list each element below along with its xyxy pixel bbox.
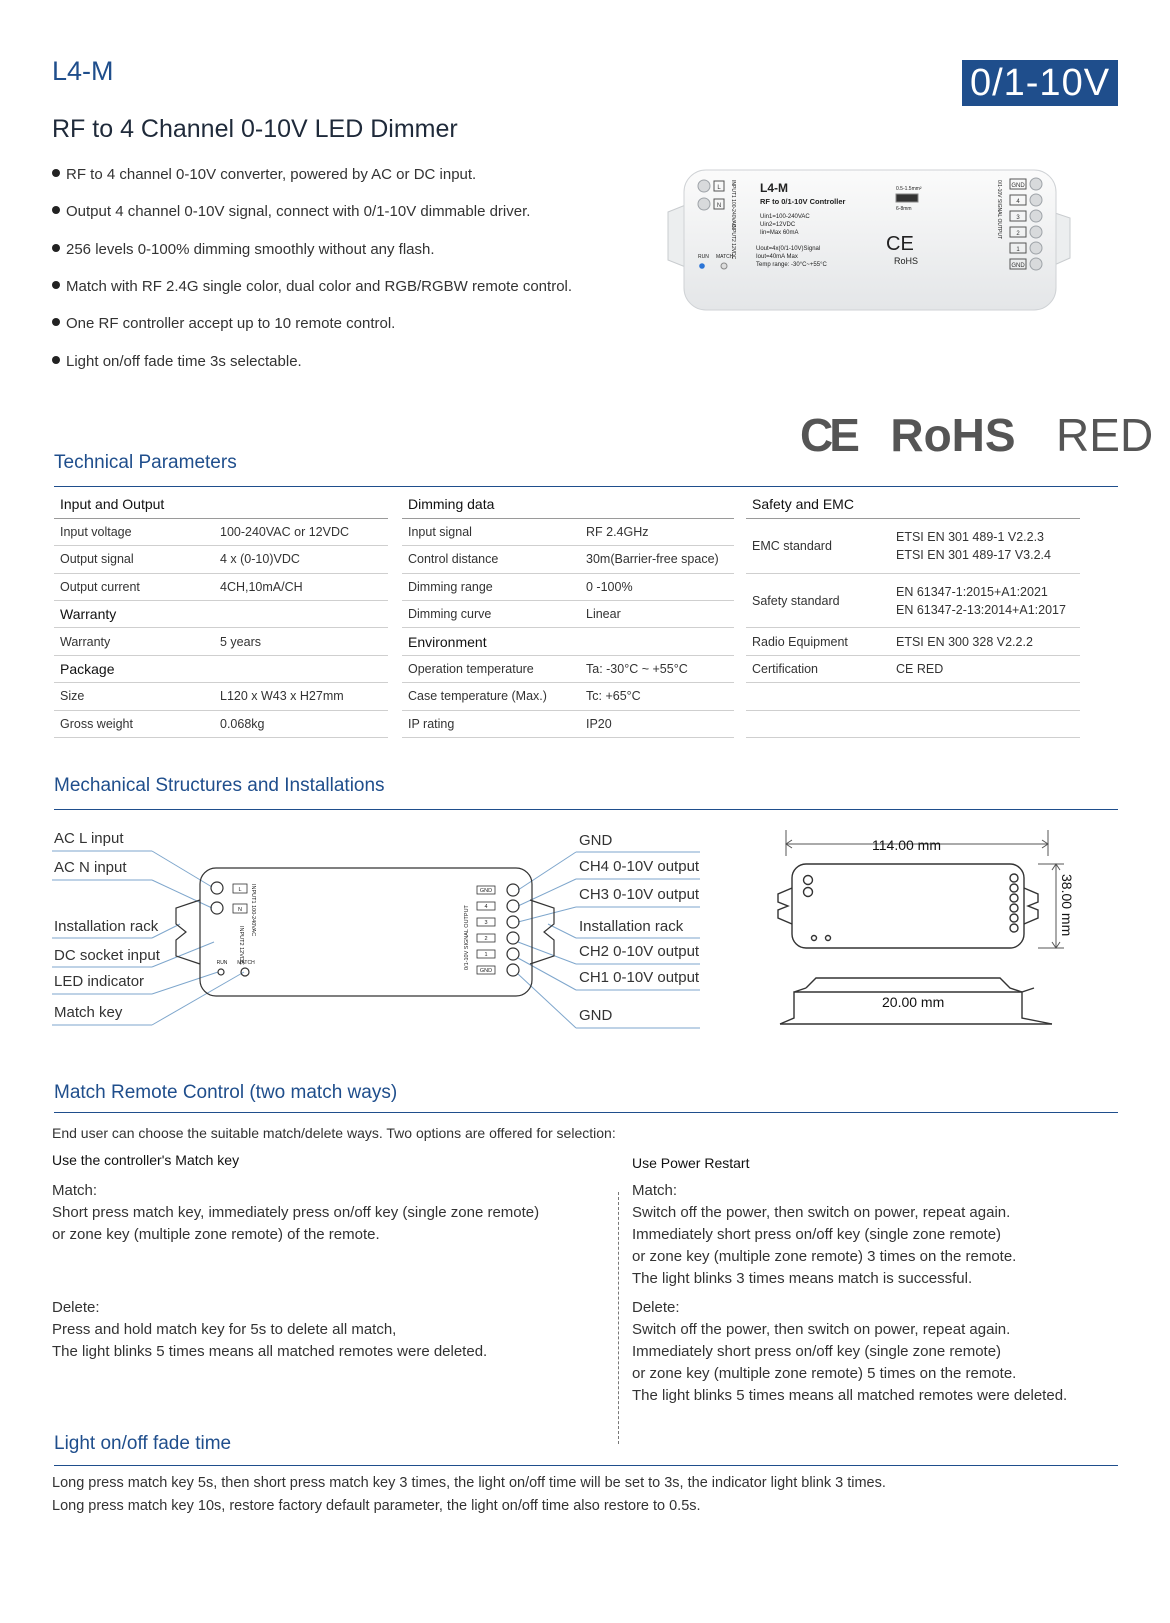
- feature-item: RF to 4 channel 0-10V converter, powered by AC or DC input.: [52, 166, 476, 183]
- rohs-logo: RoHS: [890, 409, 1016, 461]
- table-row: Case temperature (Max.) Tc: +65°C: [402, 683, 734, 710]
- label-match-key: Match key: [54, 1004, 123, 1021]
- section-divider: [54, 486, 1118, 487]
- table-row: Operation temperature Ta: -30°C ~ +55°C: [402, 655, 734, 682]
- diagram-terminal-l: L: [238, 887, 242, 893]
- label-ch3: CH3 0-10V output: [579, 886, 700, 903]
- label-temp: Temp range: -30°C~+55°C: [756, 262, 827, 268]
- table-row: Warranty 5 years: [54, 628, 388, 655]
- label-rohs: RoHS: [894, 256, 919, 266]
- section-title-mech: Mechanical Structures and Installations: [54, 775, 385, 796]
- label-ch4: CH4 0-10V output: [579, 858, 700, 875]
- table-row: Input signal RF 2.4GHz: [402, 518, 734, 545]
- table-row: Radio Equipment ETSI EN 300 328 V2.2.2: [746, 628, 1080, 655]
- label-iout: Iout=40mA Max: [756, 254, 798, 260]
- section-title-match: Match Remote Control (two match ways): [54, 1082, 398, 1103]
- signal-badge: 0/1-10V: [962, 60, 1118, 106]
- label-uout: Uout=4x(0/1-10V)Signal: [756, 246, 821, 252]
- table-row: [746, 683, 1080, 710]
- label-run: RUN: [698, 254, 709, 260]
- section-title-tech: Technical Parameters: [54, 452, 237, 473]
- label-uin1: Uin1=100-240VAC: [760, 214, 810, 220]
- fade-line: Long press match key 5s, then short press match key 3 times, the light on/off time will be set to 3s, the indicator light blink 3 times.: [52, 1475, 886, 1491]
- wiring-diagram: [40, 820, 740, 1040]
- diagram-terminal-n: N: [238, 907, 242, 913]
- diagram-run: RUN: [216, 960, 228, 966]
- label-ch2: CH2 0-10V output: [579, 943, 700, 960]
- label-ce-mark: CE: [886, 233, 914, 255]
- table-subheader-row: Environment: [402, 628, 734, 655]
- diagram-terminal-4: 4: [484, 904, 488, 910]
- bullet-icon: [52, 206, 60, 214]
- table-subheader-row: Package: [54, 655, 388, 682]
- label-side: 0/1-10V SIGNAL OUTPUT: [996, 180, 1002, 239]
- dim-height: 38.00 mm: [1059, 874, 1075, 937]
- table-row: Control distance 30m(Barrier-free space): [402, 546, 734, 573]
- bullet-icon: [52, 281, 60, 289]
- section-divider: [54, 1112, 1118, 1113]
- right-method-title: Use Power Restart: [632, 1155, 750, 1171]
- terminal-gnd: GND: [1011, 263, 1025, 269]
- terminal-1: 1: [1016, 247, 1020, 253]
- bullet-icon: [52, 318, 60, 326]
- right-match-block: Match: Switch off the power, then switch on power, repeat again. Immediately short press on/off key (single zone remote) or zone key (multiple zone remote) 3 times on the remote. The light blinks 3 times means match is successful.: [632, 1182, 1017, 1287]
- label-gnd-bottom: GND: [579, 1007, 613, 1024]
- label-ch1: CH1 0-10V output: [579, 969, 700, 986]
- table-dimming: [402, 491, 734, 738]
- model-title: L4-M: [52, 56, 114, 86]
- terminal-n: N: [716, 203, 722, 209]
- table-row: Dimming range 0 -100%: [402, 573, 734, 600]
- cert-logos: [800, 408, 1154, 461]
- section-divider: [54, 1465, 1118, 1466]
- fade-line: Long press match key 10s, restore factory default parameter, the light on/off time also restore to 0.5s.: [52, 1498, 701, 1514]
- table-row: EMC standard ETSI EN 301 489-1 V2.2.3 ETSI EN 301 489-17 V3.2.4: [746, 518, 1080, 573]
- diagram-terminal-2: 2: [484, 936, 488, 942]
- diagram-terminal-1: 1: [484, 952, 488, 958]
- right-delete-block: Delete: Switch off the power, then switch on power, repeat again. Immediately short press on/off key (single zone remote) or zone key (multiple zone remote) 5 times on the remote. The light blinks 5 times means all matched remotes were deleted.: [632, 1299, 1068, 1404]
- table-row: Safety standard EN 61347-1:2015+A1:2021 EN 61347-2-13:2014+A1:2017: [746, 573, 1080, 628]
- left-method-title: Use the controller's Match key: [52, 1152, 240, 1168]
- feature-item: Output 4 channel 0-10V signal, connect with 0/1-10V dimmable driver.: [52, 203, 530, 220]
- table-row: Dimming curve Linear: [402, 601, 734, 628]
- label-iin: Iin=Max 60mA: [760, 230, 799, 236]
- table-row: Gross weight 0.068kg: [54, 710, 388, 737]
- table-header-row: Dimming data: [402, 491, 734, 518]
- label-rack-left: Installation rack: [54, 918, 159, 935]
- left-delete-block: Delete: Press and hold match key for 5s to delete all match, The light blinks 5 times means all matched remotes were deleted.: [52, 1299, 488, 1360]
- label-wire2: 6-8mm: [896, 206, 912, 212]
- feature-item: One RF controller accept up to 10 remote control.: [52, 315, 395, 332]
- diagram-match: MATCH: [237, 960, 255, 966]
- section-title-fade: Light on/off fade time: [54, 1433, 232, 1454]
- table-row: Output signal 4 x (0-10)VDC: [54, 546, 388, 573]
- diagram-terminal-3: 3: [484, 920, 488, 926]
- table-header-row: Input and Output: [54, 491, 388, 518]
- table-row: Certification CE RED: [746, 655, 1080, 682]
- label-input2: INPUT2 12VDC: [730, 224, 736, 260]
- feature-item: 256 levels 0-100% dimming smoothly without any flash.: [52, 241, 435, 258]
- table-input-output: [54, 491, 388, 738]
- dimension-drawing: [770, 826, 1084, 1034]
- diagram-side: 0/1-10V SIGNAL OUTPUT: [464, 905, 470, 970]
- label-ac-l: AC L input: [54, 830, 124, 847]
- bullet-icon: [52, 169, 60, 177]
- label-desc: RF to 0/1-10V Controller: [760, 197, 846, 206]
- label-match: MATCH: [716, 254, 734, 260]
- left-match-block: Match: Short press match key, immediately press on/off key (single zone remote) or zone key (multiple zone remote) of the remote.: [52, 1182, 540, 1243]
- terminal-2: 2: [1016, 231, 1020, 237]
- dim-width: 114.00 mm: [872, 837, 941, 853]
- table-row: Output current 4CH,10mA/CH: [54, 573, 388, 600]
- feature-item: Match with RF 2.4G single color, dual color and RGB/RGBW remote control.: [52, 278, 572, 295]
- label-model: L4-M: [760, 181, 788, 195]
- label-ac-n: AC N input: [54, 859, 127, 876]
- label-input1: INPUT1 100-240VAC: [730, 180, 736, 228]
- dim-depth: 20.00 mm: [882, 994, 945, 1010]
- ce-logo: CE: [800, 409, 856, 461]
- label-gnd-top: GND: [579, 832, 613, 849]
- diagram-input2: INPUT2 12VDC: [238, 926, 244, 965]
- diagram-terminal-gnd: GND: [479, 888, 493, 894]
- table-safety: [746, 491, 1080, 738]
- terminal-4: 4: [1016, 199, 1020, 205]
- table-row: [746, 710, 1080, 737]
- diagram-terminal-gnd: GND: [479, 968, 493, 974]
- table-row: Input voltage 100-240VAC or 12VDC: [54, 518, 388, 545]
- feature-item: Light on/off fade time 3s selectable.: [52, 353, 302, 370]
- table-subheader-row: Warranty: [54, 601, 388, 628]
- bullet-icon: [52, 244, 60, 252]
- label-rack-right: Installation rack: [579, 918, 684, 935]
- red-logo: RED: [1056, 409, 1154, 461]
- terminal-l: L: [717, 185, 721, 191]
- product-subtitle: RF to 4 Channel 0-10V LED Dimmer: [52, 115, 458, 143]
- terminal-gnd: GND: [1011, 183, 1025, 189]
- table-row: IP rating IP20: [402, 710, 734, 737]
- column-divider: [618, 1192, 619, 1444]
- label-uin2: Uin2=12VDC: [760, 222, 796, 228]
- label-dc-socket: DC socket input: [54, 947, 160, 964]
- section-divider: [54, 809, 1118, 810]
- product-photo: [660, 160, 1090, 320]
- diagram-input1: INPUT1 100-240VAC: [250, 884, 256, 937]
- match-intro: End user can choose the suitable match/delete ways. Two options are offered for selection:: [52, 1125, 616, 1141]
- label-led: LED indicator: [54, 973, 145, 990]
- terminal-3: 3: [1016, 215, 1020, 221]
- bullet-icon: [52, 356, 60, 364]
- label-wire1: 0.5-1.5mm²: [896, 186, 922, 192]
- table-row: Size L120 x W43 x H27mm: [54, 683, 388, 710]
- table-header-row: Safety and EMC: [746, 491, 1080, 518]
